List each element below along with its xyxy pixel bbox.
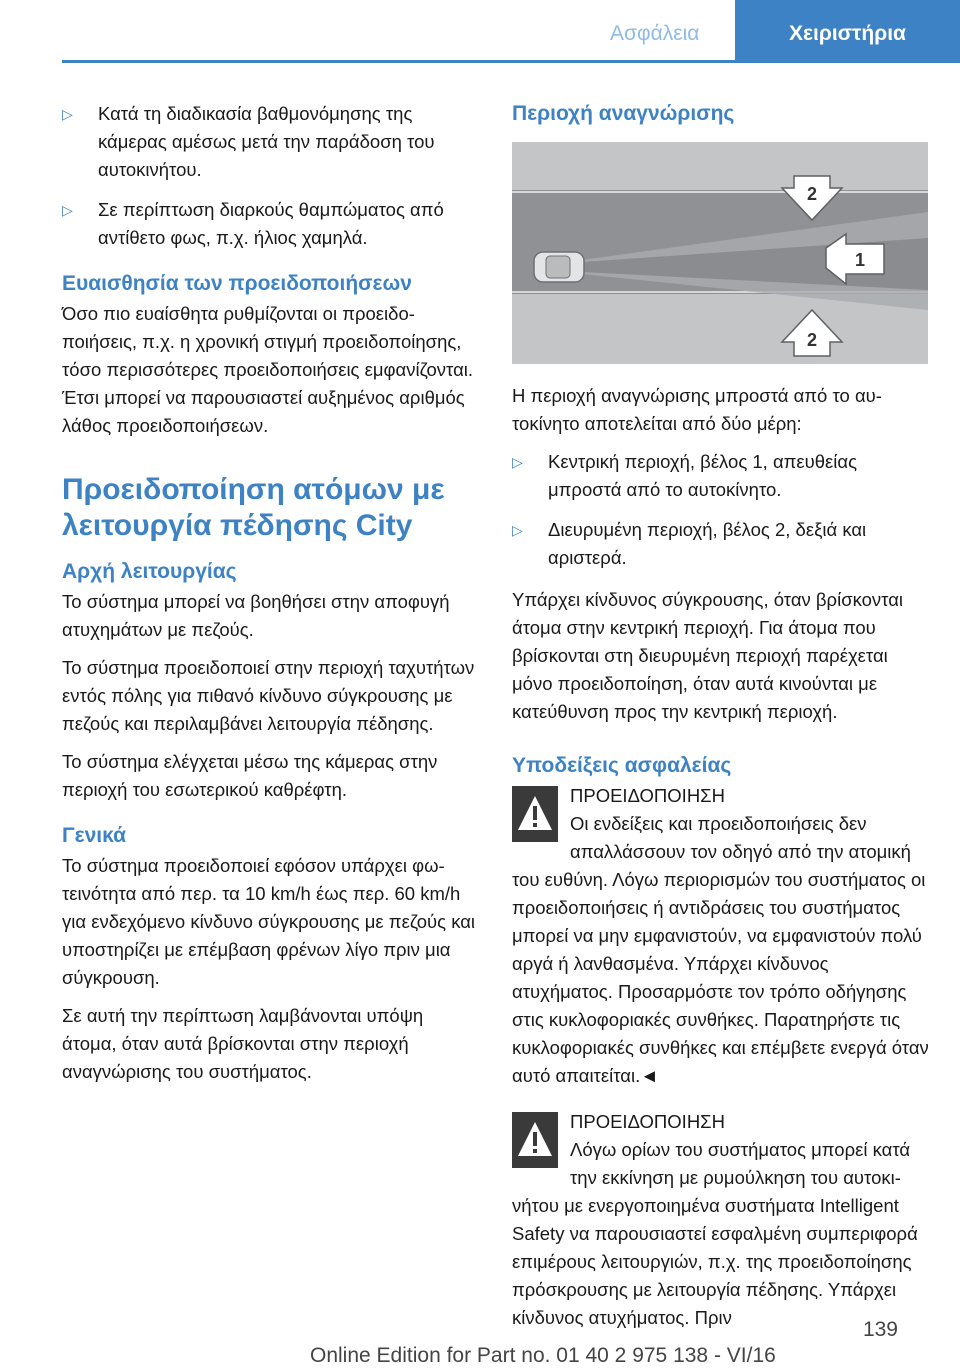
left-column	[62, 100, 480, 1096]
warning-title: ΠΡΟΕΙΔΟΠΟΙΗΣΗ	[570, 1111, 725, 1132]
heading-main: Προειδοποίηση ατόμων με λειτουργία πέδησης City	[62, 473, 445, 542]
triangle-bullet-icon: ▷	[62, 202, 73, 218]
heading-sensitivity: Ευαισθησία των προειδοποιήσεων	[62, 272, 412, 295]
paragraph-sensitivity: Όσο πιο ευαίσθητα ρυθμίζονται οι προειδοποιήσεις, π.χ. η χρονική στιγμή προειδοποίησης, τόσο περισσότερες προειδοποιήσεις εμφανίζονται. Έτσι μπορεί να παρουσιαστεί αυξημένος αριθμός λάθος προειδοποιήσεων.	[62, 303, 474, 436]
paragraph-detection: Η περιοχή αναγνώρισης μπροστά από το αυτοκίνητο αποτελείται από δύο μέρη:	[512, 385, 882, 434]
heading-safety: Υποδείξεις ασφαλείας	[512, 754, 732, 777]
list-item: ▷ Κεντρική περιοχή, βέλος 1, απευθείας μπροστά από το αυτοκίνητο.	[512, 448, 932, 504]
warning-text: Οι ενδείξεις και προειδοποιήσεις δεν απαλλάσσουν τον οδηγό από την ατομική του ευθύνη. Λόγω περιορισμών του συστήματος οι προειδοποιήσεις ή αντιδράσεις του συστήματος μπορεί να μην εμφανιστούν, να εμφανιστούν πολύ αργά ή λανθασμένα. Υπάρχει κίνδυνος ατυχήματος. Προσαρμόστε τον τρόπο οδήγησης στις κυκλοφοριακές συνθήκες. Παρατηρήστε τις κυκλοφοριακές συνθήκες και επέμβετε ενεργά όταν αυτό απαιτείται.◄	[512, 813, 929, 1086]
triangle-bullet-icon: ▷	[62, 106, 73, 122]
detection-area-figure	[512, 142, 928, 364]
bullet-list	[62, 100, 480, 252]
list-item: ▷ Κατά τη διαδικασία βαθμονόμησης της κάμερας αμέσως μετά την παράδοση του αυτοκινήτου.	[62, 100, 480, 184]
right-column	[512, 100, 932, 1350]
car-icon	[534, 252, 584, 282]
svg-text:2: 2	[806, 184, 818, 204]
page-number: 139	[862, 1318, 898, 1341]
warning-triangle-icon	[512, 1112, 558, 1168]
edition-footer: Online Edition for Part no. 01 40 2 975 138 - VI/16	[310, 1344, 776, 1367]
paragraph-principle-3: Το σύστημα ελέγχεται μέσω της κάμερας στην περιοχή του εσωτερικού καθρέφτη.	[62, 751, 438, 800]
triangle-bullet-icon: ▷	[512, 522, 523, 538]
paragraph-principle-2: Το σύστημα προειδοποιεί στην περιοχή ταχυτήτων εντός πόλης για πιθανό κίνδυνο σύγκρουσης με πεζούς και περιλαμβάνει λειτουργία πέδησης.	[62, 657, 475, 734]
bullet-list	[512, 448, 932, 572]
header-rule	[62, 60, 960, 63]
page-header	[0, 0, 960, 64]
active-chapter-tab[interactable]: Χειριστήρια	[735, 0, 960, 63]
svg-text:2: 2	[806, 330, 818, 350]
heading-detection: Περιοχή αναγνώρισης	[512, 102, 735, 125]
section-tab[interactable]: Ασφάλεια	[610, 22, 700, 45]
list-item: ▷ Διευρυμένη περιοχή, βέλος 2, δεξιά και αριστερά.	[512, 516, 932, 572]
heading-principle: Αρχή λειτουργίας	[62, 560, 237, 583]
warning-block-2	[512, 1108, 932, 1332]
warning-block-1	[512, 782, 932, 1090]
paragraph-risk: Υπάρχει κίνδυνος σύγκρουσης, όταν βρίσκονται άτομα στην κεντρική περιοχή. Για άτομα που βρίσκονται στη διευρυμένη περιοχή παρέχεται μόνο προειδοποίηση, όταν αυτά κινούνται με κατεύθυνση προς την κεντρική περιοχή.	[512, 589, 904, 722]
triangle-bullet-icon: ▷	[512, 454, 523, 470]
detection-area-illustration	[512, 142, 928, 364]
warning-text: Λόγω ορίων του συστήματος μπορεί κατά την εκκίνηση με ρυμούλκηση του αυτοκινήτου με ενεργοποιημένα συστήματα Intelligent Safety να παρουσιαστεί εσφαλμένη συμπεριφορά επιμέρους λειτουργιών, π.χ. της προειδοποίησης πρόσκρουσης με λειτουργία πέδησης. Υπάρχει κίνδυνος ατυχήματος. Πριν	[512, 1139, 918, 1328]
paragraph-general-1: Το σύστημα προειδοποιεί εφόσον υπάρχει φωτεινότητα από περ. τα 10 km/h έως περ. 60 km/h για ενδεχόμενο κίνδυνο σύγκρουσης με πεζούς και υποστηρίζει με επέμβαση φρένων λίγο πριν μια σύγκρουση.	[62, 855, 476, 988]
warning-title: ΠΡΟΕΙΔΟΠΟΙΗΣΗ	[570, 785, 725, 806]
paragraph-principle-1: Το σύστημα μπορεί να βοηθήσει στην αποφυγή ατυχημάτων με πεζούς.	[62, 591, 450, 640]
warning-triangle-icon	[512, 786, 558, 842]
list-item: ▷ Σε περίπτωση διαρκούς θαμπώματος από αντίθετο φως, π.χ. ήλιος χαμηλά.	[62, 196, 480, 252]
svg-text:1: 1	[854, 250, 866, 270]
heading-general: Γενικά	[62, 824, 127, 847]
paragraph-general-2: Σε αυτή την περίπτωση λαμβάνονται υπόψη άτομα, όταν αυτά βρίσκονται στην περιοχή αναγνώρισης του συστήματος.	[62, 1005, 424, 1082]
